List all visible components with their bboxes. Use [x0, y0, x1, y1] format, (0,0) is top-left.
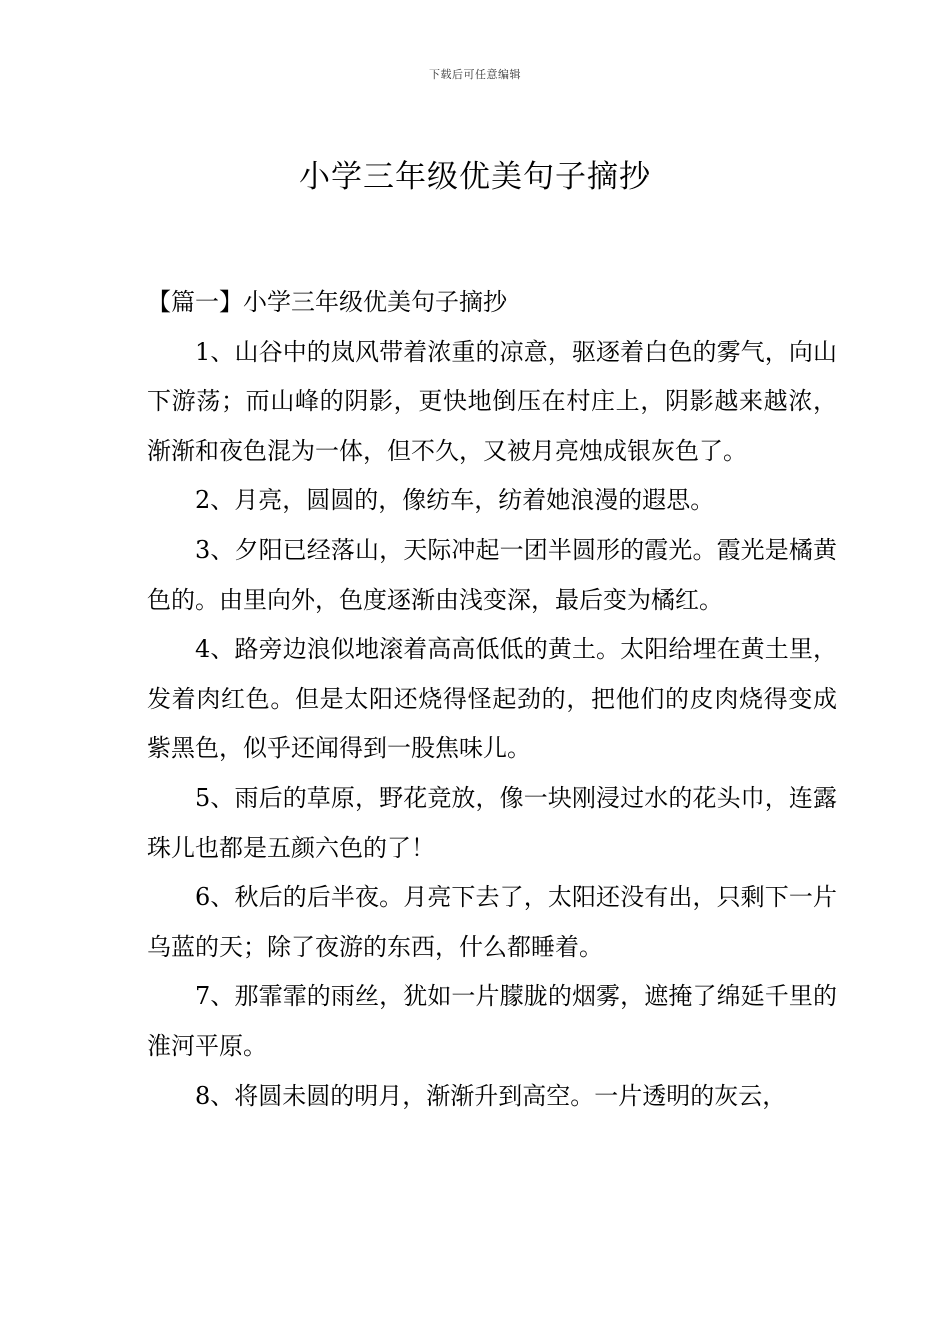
- paragraph-4: 4、路旁边浪似地滚着高高低低的黄土。太阳给埋在黄土里，发着肉红色。但是太阳还烧得怪起劲的，把他们的皮肉烧得变成紫黑色，似乎还闻得到一股焦味儿。: [147, 635, 837, 763]
- paragraph-6: 6、秋后的后半夜。月亮下去了，太阳还没有出，只剩下一片乌蓝的天；除了夜游的东西，什么都睡着。: [147, 883, 837, 961]
- paragraph-3: 3、夕阳已经落山，天际冲起一团半圆形的霞光。霞光是橘黄色的。由里向外，色度逐渐由浅变深，最后变为橘红。: [147, 535, 837, 614]
- paragraph-8: 8、将圆未圆的明月，渐渐升到高空。一片透明的灰云，: [195, 1081, 787, 1110]
- document-title: 小学三年级优美句子摘抄: [299, 158, 651, 195]
- header-note: 下载后可任意编辑: [429, 68, 521, 81]
- paragraph-1: 1、山谷中的岚风带着浓重的凉意，驱逐着白色的雾气，向山下游荡；而山峰的阴影，更快地倒压在村庄上，阴影越来越浓，渐渐和夜色混为一体，但不久，又被月亮烛成银灰色了。: [147, 337, 837, 465]
- paragraph-7: 7、那霏霏的雨丝，犹如一片朦胧的烟雾，遮掩了绵延千里的淮河平原。: [147, 982, 837, 1060]
- paragraph-2: 2、月亮，圆圆的，像纺车，纺着她浪漫的遐思。: [195, 486, 715, 515]
- paragraph-5: 5、雨后的草原，野花竞放，像一块刚浸过水的花头巾，连露珠儿也都是五颜六色的了！: [147, 783, 837, 862]
- section-heading: 【篇一】小学三年级优美句子摘抄: [147, 288, 507, 316]
- document-body: [147, 278, 837, 1121]
